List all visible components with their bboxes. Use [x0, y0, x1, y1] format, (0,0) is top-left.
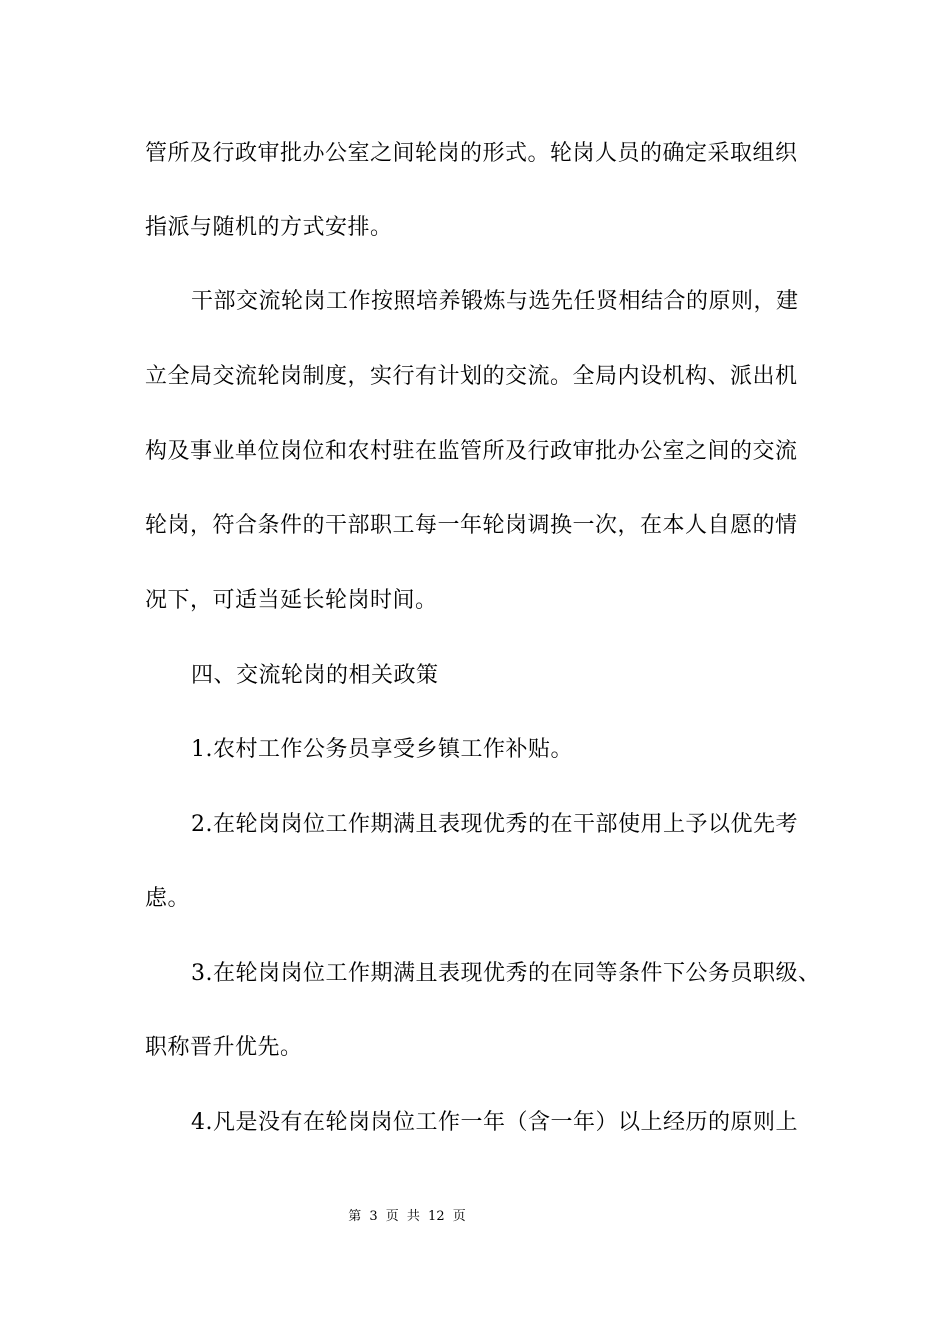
section-heading: 四、交流轮岗的相关政策	[191, 663, 439, 688]
list-item: 1.农村工作公务员享受乡镇工作补贴。	[191, 737, 573, 762]
list-item-continuation: 虑。	[145, 886, 191, 911]
list-item-continuation: 职称晋升优先。	[145, 1035, 303, 1060]
paragraph-line: 立全局交流轮岗制度，实行有计划的交流。全局内设机构、派出机	[145, 364, 798, 389]
paragraph-line: 轮岗，符合条件的干部职工每一年轮岗调换一次，在本人自愿的情	[145, 513, 798, 538]
paragraph-line: 指派与随机的方式安排。	[145, 215, 393, 240]
paragraph-line: 干部交流轮岗工作按照培养锻炼与选先任贤相结合的原则，建	[191, 289, 799, 314]
paragraph-line: 况下，可适当延长轮岗时间。	[145, 588, 438, 613]
paragraph-line: 构及事业单位岗位和农村驻在监管所及行政审批办公室之间的交流	[145, 439, 798, 464]
list-item: 4.凡是没有在轮岗岗位工作一年（含一年）以上经历的原则上	[191, 1110, 798, 1135]
page-number-footer: 第 3 页 共 12 页	[348, 1209, 466, 1224]
list-item: 2.在轮岗岗位工作期满且表现优秀的在干部使用上予以优先考	[191, 812, 798, 837]
paragraph-line: 管所及行政审批办公室之间轮岗的形式。轮岗人员的确定采取组织	[145, 141, 798, 166]
list-item: 3.在轮岗岗位工作期满且表现优秀的在同等条件下公务员职级、	[191, 961, 821, 986]
